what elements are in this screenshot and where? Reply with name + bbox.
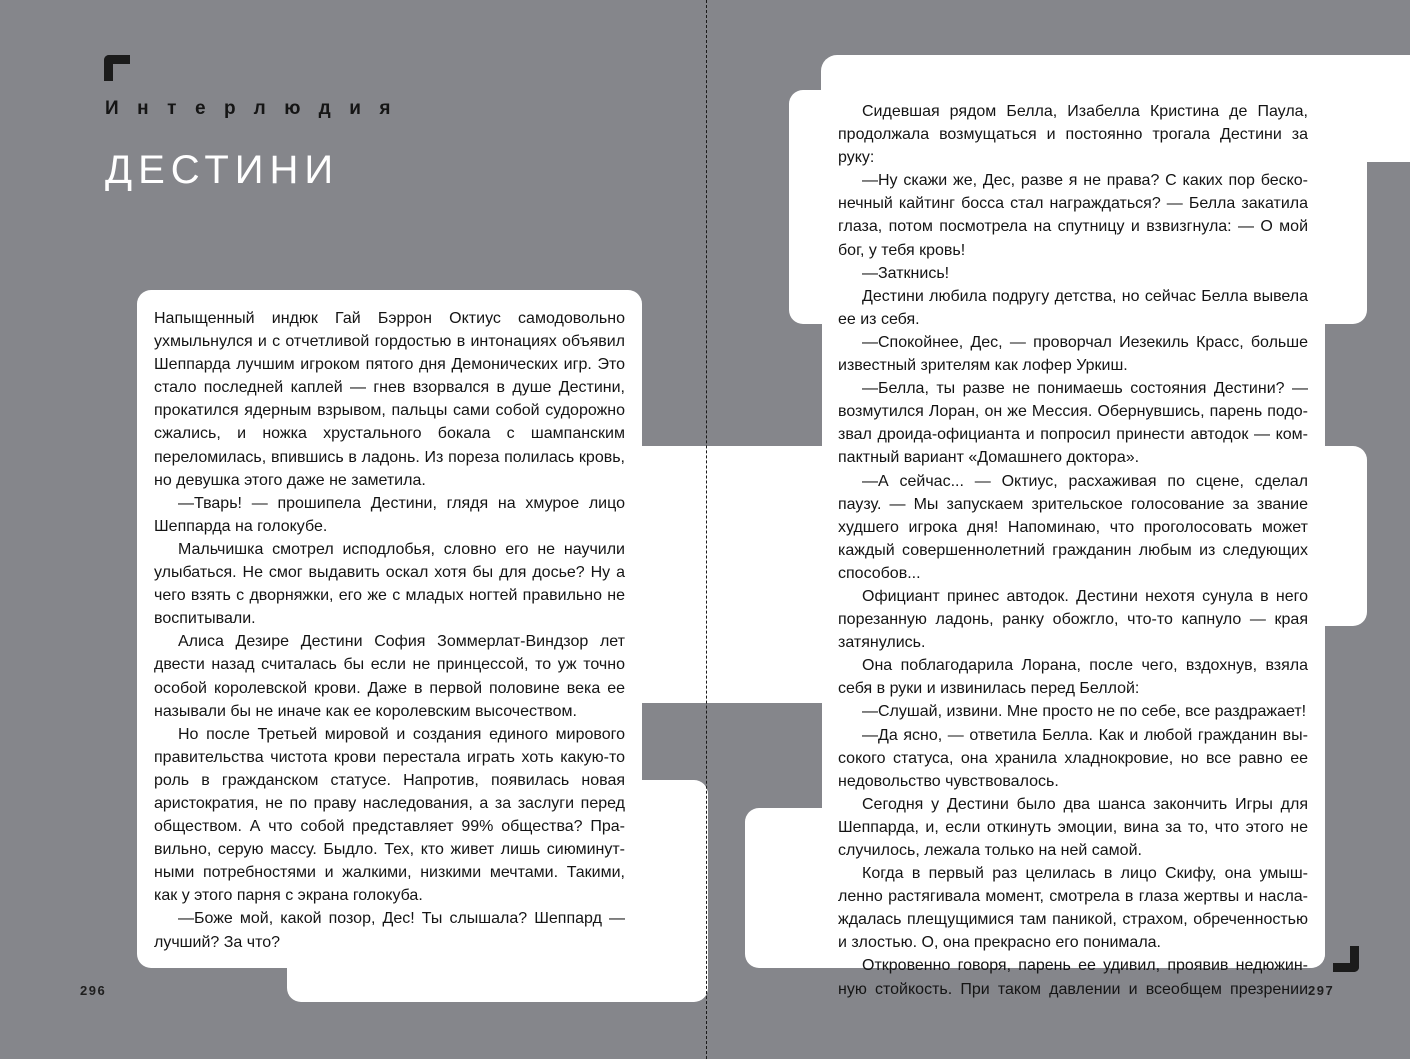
paragraph: Сидевшая рядом Белла, Изабелла Кристина де Паула, продолжала возмущаться и постоянно трогала Дестини за руку: (838, 103, 1308, 167)
right-page-text (838, 100, 1308, 1001)
paragraph: Официант принес автодок. Дестини нехотя сунула в него порезанную ладонь, ранку обожгло, что-то капнуло — края затянулись. (838, 587, 1308, 652)
paragraph: —Заткнись! (862, 264, 950, 282)
page-number-left: 296 (80, 983, 107, 998)
paragraph: —Ну скажи же, Дес, разве я не права? С каких пор бесконечный кайтинг босса стал награждаться? — Белла закатила глаза, потом посмотрела на спутницу и взвизгнула: — О мой бог, у тебя кровь! (838, 172, 1308, 259)
paragraph: Мальчишка смотрел исподлобья, словно его не научили улыбаться. Не смог выдавить оскал хотя бы для досье? Ну а чего взять с дворняжки, его же с младых ногтей правильно не воспитывали. (154, 540, 625, 628)
paragraph: Откровенно говоря, парень ее удивил, проявив недюжинную стойкость. При таком давлении и всеобщем презрении (838, 957, 1308, 998)
paragraph: —Белла, ты разве не понимаешь состояния Дестини? — возмутился Лоран, он же Мессия. Обернувшись, парень подозвал дроида-официанта и попросил принести автодок — компактный вариант «Домашнего доктора». (838, 380, 1308, 467)
paragraph: —А сейчас... — Октиус, расхаживая по сцене, сделал паузу. — Мы запускаем зрительское голосование за звание худшего игрока дня! Напоминаю, что проголосовать может каждый совершеннолетний гражданин любым из следующих способов... (838, 472, 1308, 582)
paragraph: —Спокойнее, Дес, — проворчал Иезекиль Красс, больше известный зрителям как лофер Уркиш. (838, 333, 1308, 375)
paragraph: —Боже мой, какой позор, Дес! Ты слышала? Шеппард — лучший? За что? (154, 910, 625, 951)
paragraph: Напыщенный индюк Гай Бэррон Октиус самодовольно ухмыльнулся и с отчетливой гордостью в интонациях объявил Шеппарда лучшим игроком пятого дня Демонических игр. Это стало последней каплей — гнев взорвался в душе Дестини, прокатился ядерным взрывом, пальцы сами собой судорожно сжались, и ножка хрустального бокала с шампанским переломилась, впившись в ладонь. Из пореза полилась кровь, но девушка этого даже не заметила. (154, 310, 625, 489)
right-panel-right-tab (1300, 446, 1367, 626)
paragraph: —Слушай, извини. Мне просто не по себе, все раздражает! (862, 703, 1307, 721)
paragraph: Сегодня у Дестини было два шанса закончить Игры для Шеппарда, и, если откинуть эмоции, вина за то, что этого не случилось, лежала только на ней самой. (838, 795, 1308, 859)
chapter-title: ДЕСТИНИ (105, 148, 340, 192)
paragraph: Когда в первый раз целилась в лицо Скифу, она умышленно растягивала момент, смотрела в глаза жертвы и наслаждалась плещущимися там паникой, страхом, обреченностью и злостью. О, она прекрасно его понимала. (838, 865, 1308, 952)
page-number-right: 297 (1308, 983, 1335, 998)
corner-bracket-icon (104, 55, 130, 81)
paragraph: —Тварь! — прошипела Дестини, глядя на хмурое лицо Шеппарда на голокубе. (154, 494, 625, 535)
chapter-kicker: Интерлюдия (105, 98, 410, 119)
paragraph: Она поблагодарила Лорана, после чего, вздохнув, взяла себя в руки и извинилась перед Беллой: (838, 657, 1308, 698)
paragraph: —Да ясно, — ответила Белла. Как и любой гражданин высокого статуса, она хранила хладнокровие, но все равно ее недовольство чувствовалось. (838, 726, 1308, 790)
page-fold-line (706, 0, 707, 1059)
corner-bracket-icon (1333, 946, 1359, 972)
left-page-text (154, 307, 625, 954)
paragraph: Алиса Дезире Дестини София Зоммерлат-Виндзор лет двести назад считалась бы если не принцессой, то уж точно особой королевской крови. Даже в первой половине века ее называли бы не иначе как ее королевским высочеством. (154, 633, 625, 720)
paragraph: Дестини любила подругу детства, но сейчас Белла вывела ее из себя. (838, 287, 1308, 328)
paragraph: Но после Третьей мировой и создания единого мирового правительства чистота крови перестала играть хоть какую-то роль в гражданском статусе. Напротив, появилась новая аристократия, не по праву наследования, а за заслуги перед обществом. А что собой представляет 99% общества? Правильно, серую массу. Быдло. Тех, кто живет лишь сиюминутными потребностями и жалкими, низкими мечтами. Такими, как у этого парня с экрана голокуба. (154, 725, 625, 905)
